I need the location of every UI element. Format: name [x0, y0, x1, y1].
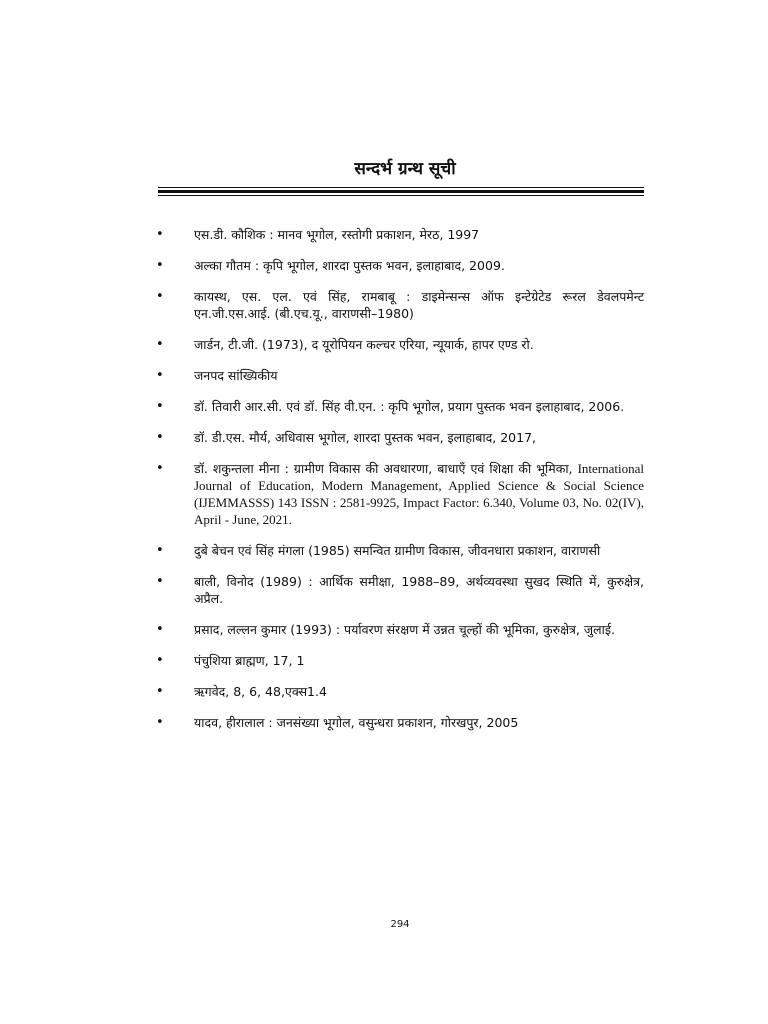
reference-text: प्रसाद, लल्लन कुमार (1993) : पर्यावरण संरक्षण में उन्नत चूल्हों की भूमिका, कुरुक्षेत्र, जुलाई. — [194, 622, 615, 637]
reference-item — [152, 429, 644, 446]
reference-text: एस.डी. कौशिक : मानव भूगोल, रस्तोगी प्रकाशन, मेरठ, 1997 — [194, 227, 480, 242]
reference-item — [152, 288, 644, 322]
bullet-icon: • — [156, 461, 164, 476]
reference-text-english: International Journal of Education, Modern Management, Applied Science & Social Science (IJEMMASSS) 143 ISSN : 2581-9925, Impact Factor: 6.340, Volume 03, No. 02(IV), April - June, 2021. — [194, 461, 644, 527]
page-title: सन्दर्भ ग्रन्थ सूची — [354, 159, 456, 179]
title-rule-thick — [158, 190, 644, 193]
reference-text: ऋगवेद, 8, 6, 48,एक्स1.4 — [194, 684, 327, 699]
bullet-icon: • — [156, 289, 164, 304]
reference-text: यादव, हीरालाल : जनसंख्या भूगोल, वसुन्धरा प्रकाशन, गोरखपुर, 2005 — [194, 715, 519, 730]
bullet-icon: • — [156, 622, 164, 637]
reference-item — [152, 257, 644, 274]
reference-item — [152, 621, 644, 638]
reference-text: डॉ. शकुन्तला मीना : ग्रामीण विकास की अवधारणा, बाधाएँ एवं शिक्षा की भूमिका, — [194, 461, 573, 476]
bullet-icon: • — [156, 368, 164, 383]
reference-text: अल्का गौतम : कृपि भूगोल, शारदा पुस्तक भवन, इलाहाबाद, 2009. — [194, 258, 505, 273]
reference-text: दुबे बेचन एवं सिंह मंगला (1985) समन्वित ग्रामीण विकास, जीवनधारा प्रकाशन, वाराणसी — [194, 543, 601, 558]
reference-text: जार्डन, टी.जी. (1973), द यूरोपियन कल्चर एरिया, न्यूयार्क, हापर एण्ड रो. — [194, 337, 534, 352]
title-rule-top — [158, 187, 644, 188]
reference-item — [152, 683, 644, 700]
bullet-icon: • — [156, 684, 164, 699]
bullet-icon: • — [156, 337, 164, 352]
bullet-icon: • — [156, 715, 164, 730]
bullet-icon: • — [156, 399, 164, 414]
reference-item — [152, 573, 644, 607]
reference-list — [152, 226, 644, 745]
bullet-icon: • — [156, 574, 164, 589]
reference-text: जनपद सांख्यिकीय — [194, 368, 278, 383]
bullet-icon: • — [156, 653, 164, 668]
reference-item — [152, 367, 644, 384]
reference-text: बाली, विनोद (1989) : आर्थिक समीक्षा, 1988–89, अर्थव्यवस्था सुखद स्थिति में, कुरुक्षेत्र, अप्रैल. — [194, 574, 644, 606]
bullet-icon: • — [156, 543, 164, 558]
bullet-icon: • — [156, 258, 164, 273]
reference-item — [152, 460, 644, 528]
reference-item — [152, 652, 644, 669]
reference-item — [152, 226, 644, 243]
reference-item — [152, 542, 644, 559]
title-rule-bottom — [158, 195, 644, 196]
reference-text: डॉ. तिवारी आर.सी. एवं डॉ. सिंह वी.एन. : कृपि भूगोल, प्रयाग पुस्तक भवन इलाहाबाद, 2006. — [194, 399, 625, 414]
page-number: 294 — [390, 919, 410, 930]
reference-text: डॉ. डी.एस. मौर्य, अधिवास भूगोल, शारदा पुस्तक भवन, इलाहाबाद, 2017, — [194, 430, 537, 445]
reference-item — [152, 336, 644, 353]
reference-text: पंचुशिया ब्राह्मण, 17, 1 — [194, 653, 305, 668]
bullet-icon: • — [156, 227, 164, 242]
reference-item — [152, 714, 644, 731]
reference-item — [152, 398, 644, 415]
bullet-icon: • — [156, 430, 164, 445]
reference-text: कायस्थ, एस. एल. एवं सिंह, रामबाबू : डाइमेन्सन्स ऑफ इन्टेग्रेटेड रूरल डेवलपमेन्ट एन.जी.एस.आई. (बी.एच.यू., वाराणसी–1980) — [194, 289, 644, 321]
